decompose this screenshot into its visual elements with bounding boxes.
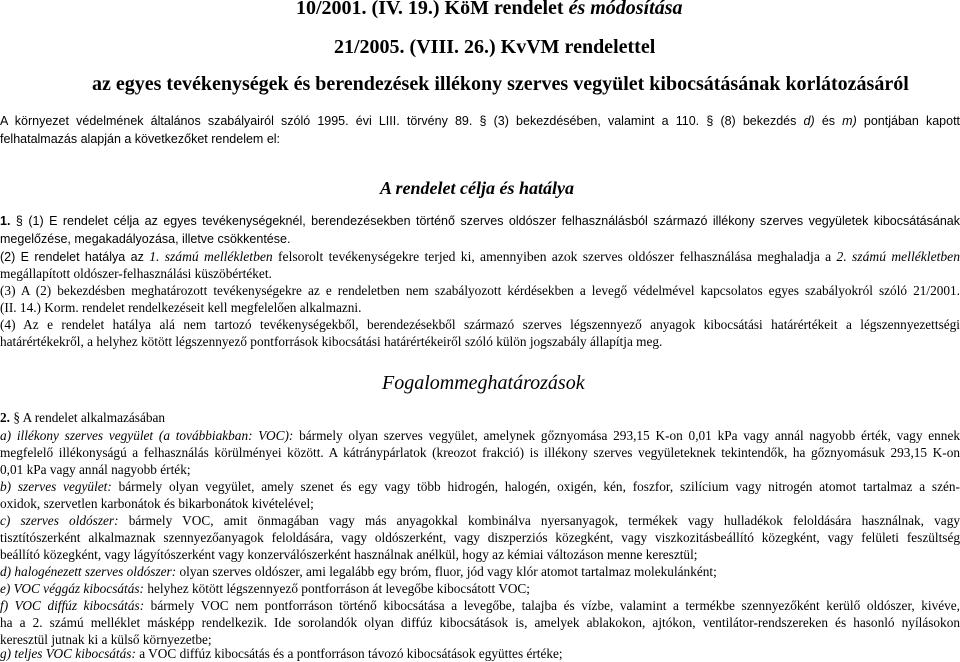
preamble-text: (3) bekezdésében, valamint a 110.	[493, 114, 700, 128]
def-c-line-2	[0, 530, 960, 546]
title-line-1	[296, 0, 682, 20]
definition-text: helyhez kötött légszennyező pontforráson át levegőbe kibocsátott VOC;	[144, 581, 530, 596]
paragraph-text: (4) Az e rendelet hatálya alá nem tartozó tevékenységekből, berendezésekből származó szerves légszennyező anyagok kibocsátási határértékeit a légszennyezettségi	[0, 317, 960, 332]
definition-text: oxidok, szervetlen karbonátok és bikarbonátok kivételével;	[0, 496, 314, 511]
paragraph-text: (3) A (2) bekezdésben meghatározott tevékenységekre az e rendeletben nem szabályozott kérdésekben a levegő védelmével kapcsolatos egyes szabályokról szóló 21/2001.	[0, 283, 960, 298]
definition-text: bármely olyan vegyület, amely szenet és egy vagy több hidrogén, halogén, oxigén, kén, foszfor, szilícium vagy nitrogén atomot tartalmaz a szén-	[111, 479, 960, 494]
def-f-line-2	[0, 615, 960, 631]
title-line-2	[334, 35, 655, 59]
section-heading-purpose: A rendelet célja és hatálya	[380, 178, 574, 198]
section-sign: §	[15, 214, 23, 228]
paragraph-text: (II. 14.) Korm. rendelet rendelkezéseit kell megfelelően alkalmazni.	[0, 300, 362, 315]
preamble-text: A környezet védelmének általános szabályairól szóló 1995. évi LIII. törvény 89.	[0, 114, 473, 128]
definition-term: e) VOC véggáz kibocsátás:	[0, 581, 144, 596]
definition-text: 0,01 kPa vagy annál nagyobb érték;	[0, 462, 191, 477]
preamble-point: d)	[803, 114, 815, 128]
definition-text: megfelelő illékonyságú a felhasználás körülményei között. A kátránypárlatok (kreozot frakció) is illékony szerves vegyületeknek tekintendők, ha gőznyomásuk 293,15 K-on	[0, 445, 960, 460]
def-c-line-3	[0, 547, 697, 563]
section-sign: §	[479, 114, 487, 128]
paragraph-number: 1.	[0, 214, 11, 228]
paragraph-text: (1) E rendelet célja az egyes tevékenységeknél, berendezésekben történő szerves oldószer felhasználásból származó illékony szerves vegyületek kibocsátásának	[28, 214, 960, 228]
definition-text: keresztül jutnak ki a külső környezetbe;	[0, 632, 212, 647]
annex-reference: 2. számú mellékletben	[836, 249, 960, 264]
definition-text: olyan szerves oldószer, ami legalább egy bróm, fluor, jód vagy klór atomot tartalmaz molekulánként;	[176, 564, 717, 579]
definition-text: ha a 2. számú melléklet másképp rendelkezik. Ide sorolandók olyan diffúz kibocsátások is, amelyek ablakokon, ajtókon, ventilátor-rendszereken és hasonló nyílásokon	[0, 615, 960, 630]
def-e-line	[0, 581, 530, 597]
title-amendment-note: és módosítása	[568, 0, 683, 19]
definition-text: beállító közegként, vagy lágyítószerként vagy konzerválószerként használnak anélkül, hogy az kémiai változáson menne keresztül;	[0, 547, 698, 562]
def-a-line-2	[0, 445, 960, 461]
paragraph-text: megelőzése, megakadályozása, illetve csökkentése.	[0, 232, 291, 246]
definition-text: bármely VOC nem pontforráson történő kibocsátása a levegőbe, talajba és vízbe, valamint a termékbe szennyezőként kerülő oldószer, kivéve,	[144, 598, 960, 613]
def-f-line-1	[0, 598, 960, 614]
preamble-text: és	[821, 114, 836, 128]
def-b-line-2	[0, 496, 314, 512]
preamble-text: pontjában kapott	[863, 114, 960, 128]
s1-p1-line-1	[0, 213, 960, 229]
annex-reference: 1. számú mellékletben	[149, 249, 273, 264]
s1-p2-line-2	[0, 266, 272, 282]
def-b-line-1	[0, 479, 960, 495]
title-regulation-number: 10/2001. (IV. 19.) KöM rendelet	[296, 0, 569, 19]
s1-p4-line-2	[0, 334, 662, 350]
paragraph-text: megállapított oldószer-felhasználási küszöbértéket.	[0, 266, 272, 281]
def-a-line-3	[0, 462, 191, 478]
s1-p1-line-2	[0, 231, 290, 247]
definition-term: f) VOC diffúz kibocsátás:	[0, 598, 145, 613]
definition-text: bármely VOC, amit önmagában vagy más anyagokkal kombinálva nyersanyagok, termékek vagy hulladékok feloldására használnak, vagy	[118, 513, 960, 528]
preamble-point: m)	[842, 114, 857, 128]
definition-text: a VOC diffúz kibocsátás és a pontforráson távozó kibocsátások együttes értéke;	[135, 646, 563, 661]
definition-text: bármely olyan szerves vegyület, amelynek gőznyomása 293,15 K-on 0,01 kPa vagy annál nagyobb érték, vagy ennek	[293, 428, 960, 443]
paragraph-text: határértékekről, a helyhez kötött légszennyező pontforrások kibocsátási határértékeiről szóló külön jogszabály állapítja meg.	[0, 334, 663, 349]
paragraph-text: A rendelet alkalmazásában	[22, 410, 166, 425]
paragraph-text: felsorolt tevékenységekre terjed ki, amennyiben azok szerves oldószer felhasználása meghaladja a	[272, 249, 837, 264]
title-amending-regulation: 21/2005. (VIII. 26.) KvVM rendelettel	[334, 36, 656, 58]
paragraph-number: 2.	[0, 410, 10, 425]
definition-term: d) halogénezett szerves oldószer:	[0, 564, 177, 579]
paragraph-text: (2) E rendelet hatálya az	[0, 250, 150, 264]
title-subject: az egyes tevékenységek és berendezések illékony szerves vegyület kibocsátásának korlátozásáról	[92, 73, 909, 95]
definition-term: b) szerves vegyület:	[0, 479, 112, 494]
preamble-line-2	[0, 131, 280, 147]
s1-p4-line-1	[0, 317, 960, 333]
definition-text: tisztítószerként alkalmaznak szennyezőanyagok feloldására, vagy oldószerként, vagy diszperziós közegként, vagy viszkozitásbeállító közegként, vagy felületi feszültség	[0, 530, 960, 545]
definition-term: c) szerves oldószer:	[0, 513, 119, 528]
def-a-line-1	[0, 428, 960, 444]
s1-p3-line-1	[0, 283, 960, 299]
definition-term: a) illékony szerves vegyület (a továbbiakban: VOC):	[0, 428, 294, 443]
def-g-line	[0, 646, 563, 662]
section-heading-definitions: Fogalommeghatározások	[382, 372, 585, 394]
section-sign: §	[706, 114, 714, 128]
title-line-3	[92, 72, 909, 96]
def-c-line-1	[0, 513, 960, 529]
section-sign: §	[13, 410, 20, 425]
preamble-text: (8) bekezdés	[720, 114, 797, 128]
preamble-line-1	[0, 113, 960, 129]
definition-term: g) teljes VOC kibocsátás:	[0, 646, 136, 661]
s1-p3-line-2	[0, 300, 361, 316]
def-d-line	[0, 564, 717, 580]
preamble-text: felhatalmazás alapján a következőket rendelem el:	[0, 132, 281, 146]
s1-p2-line-1	[0, 249, 960, 265]
s2-intro	[0, 410, 165, 426]
